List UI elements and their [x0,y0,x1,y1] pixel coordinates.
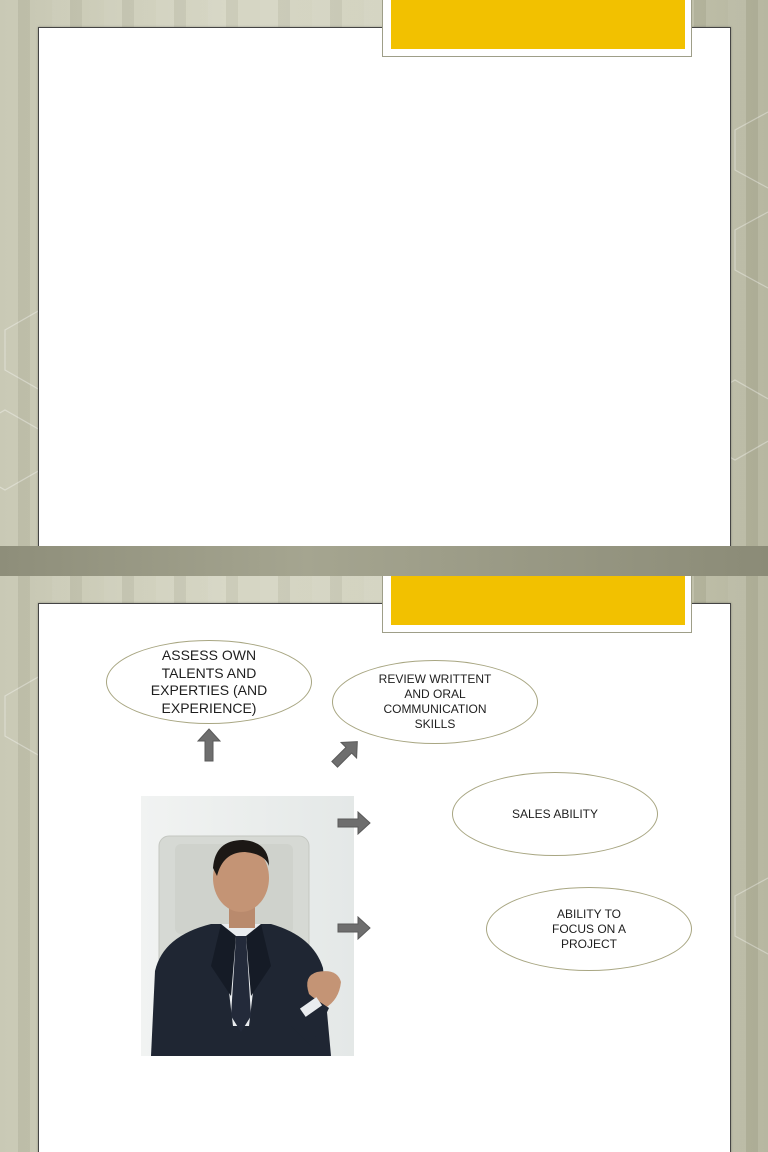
oval-sales-ability [452,772,658,856]
oval-review-communication-text: REVIEW WRITTENT AND ORAL COMMUNICATION SKILLS [378,672,492,731]
arrow-up-icon [197,728,221,762]
title-accent-bar [391,0,685,49]
title-accent-frame [382,0,692,57]
oval-focus-project [486,887,692,971]
content-panel [38,603,731,1152]
arrow-right-icon [337,811,371,835]
title-accent-bar [391,576,685,625]
businessman-seated-photo [141,796,354,1056]
slide-2 [0,576,768,1152]
oval-review-communication [332,660,538,744]
arrow-right-icon [337,916,371,940]
oval-focus-project-text: ABILITY TO FOCUS ON A PROJECT [551,906,626,951]
content-panel-empty [38,27,731,549]
oval-assess-talents-text: ASSESS OWN TALENTS AND EXPERTIES (AND EXPERIENCE) [150,647,268,716]
photo-illustration [141,796,354,1056]
oval-sales-ability-text: SALES ABILITY [511,806,599,821]
oval-assess-talents [106,640,312,724]
arrow-up-right-icon [329,736,363,770]
title-accent-frame [382,576,692,633]
